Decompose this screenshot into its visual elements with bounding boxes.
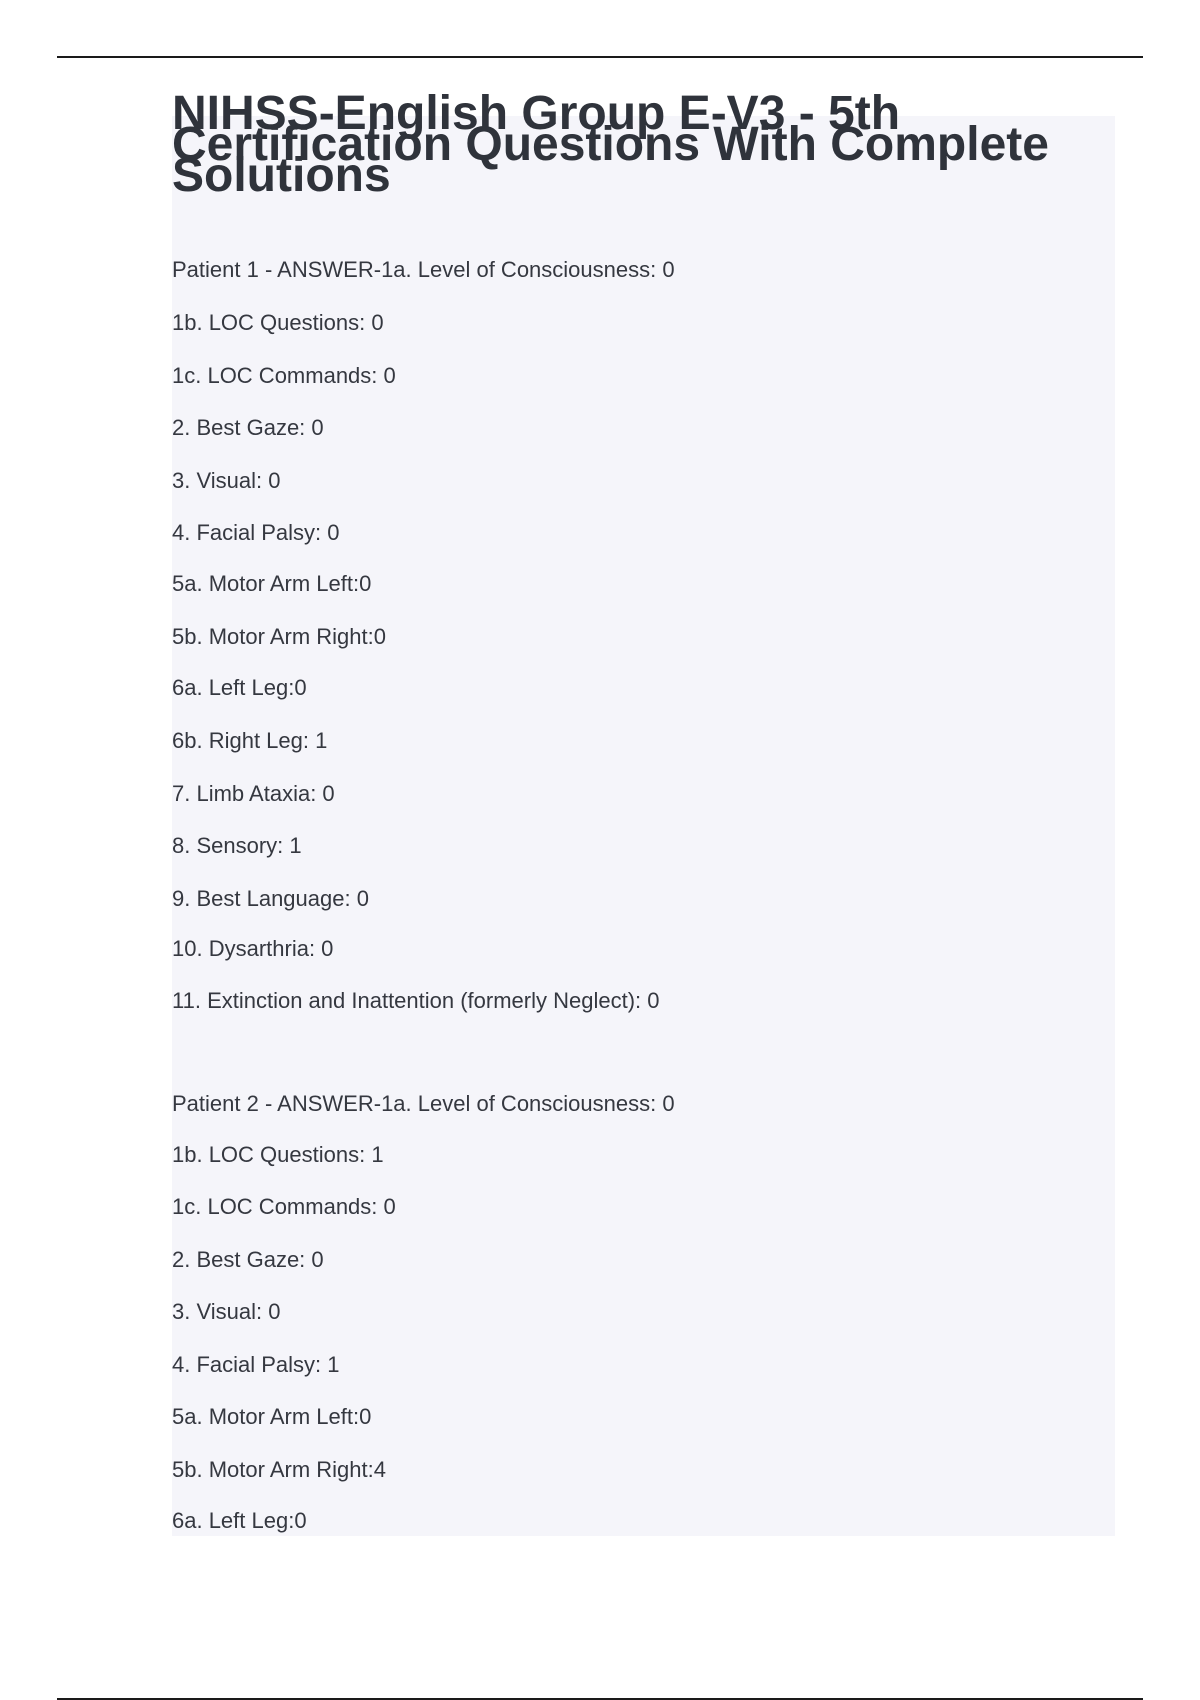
document-title: NIHSS-English Group E-V3 - 5th Certification Questions With Complete Solutions [172,87,1049,202]
list-item: 2. Best Gaze: 0 [172,415,324,440]
list-item: 6a. Left Leg:0 [172,1508,307,1533]
list-item: 1c. LOC Commands: 0 [172,363,396,388]
patient-1-header: Patient 1 - ANSWER-1a. Level of Consciousness: 0 [172,257,675,282]
list-item: 3. Visual: 0 [172,468,281,493]
list-item: 11. Extinction and Inattention (formerly Neglect): 0 [172,988,660,1013]
list-item: 5b. Motor Arm Right:4 [172,1457,386,1482]
list-item: 9. Best Language: 0 [172,886,369,911]
list-item: 5a. Motor Arm Left:0 [172,571,372,596]
list-item: 1c. LOC Commands: 0 [172,1194,396,1219]
list-item: 4. Facial Palsy: 1 [172,1352,340,1377]
list-item: 6a. Left Leg:0 [172,675,307,700]
list-item: 5a. Motor Arm Left:0 [172,1404,372,1429]
list-item: 1b. LOC Questions: 0 [172,310,384,335]
list-item: 3. Visual: 0 [172,1299,281,1324]
list-item: 6b. Right Leg: 1 [172,728,328,753]
list-item: 7. Limb Ataxia: 0 [172,781,335,806]
list-item: 8. Sensory: 1 [172,833,302,858]
list-item: 10. Dysarthria: 0 [172,936,334,961]
list-item: 2. Best Gaze: 0 [172,1247,324,1272]
patient-2-header: Patient 2 - ANSWER-1a. Level of Consciousness: 0 [172,1091,675,1116]
list-item: 1b. LOC Questions: 1 [172,1142,384,1167]
top-rule [57,56,1143,58]
list-item: 5b. Motor Arm Right:0 [172,624,386,649]
list-item: 4. Facial Palsy: 0 [172,520,340,545]
